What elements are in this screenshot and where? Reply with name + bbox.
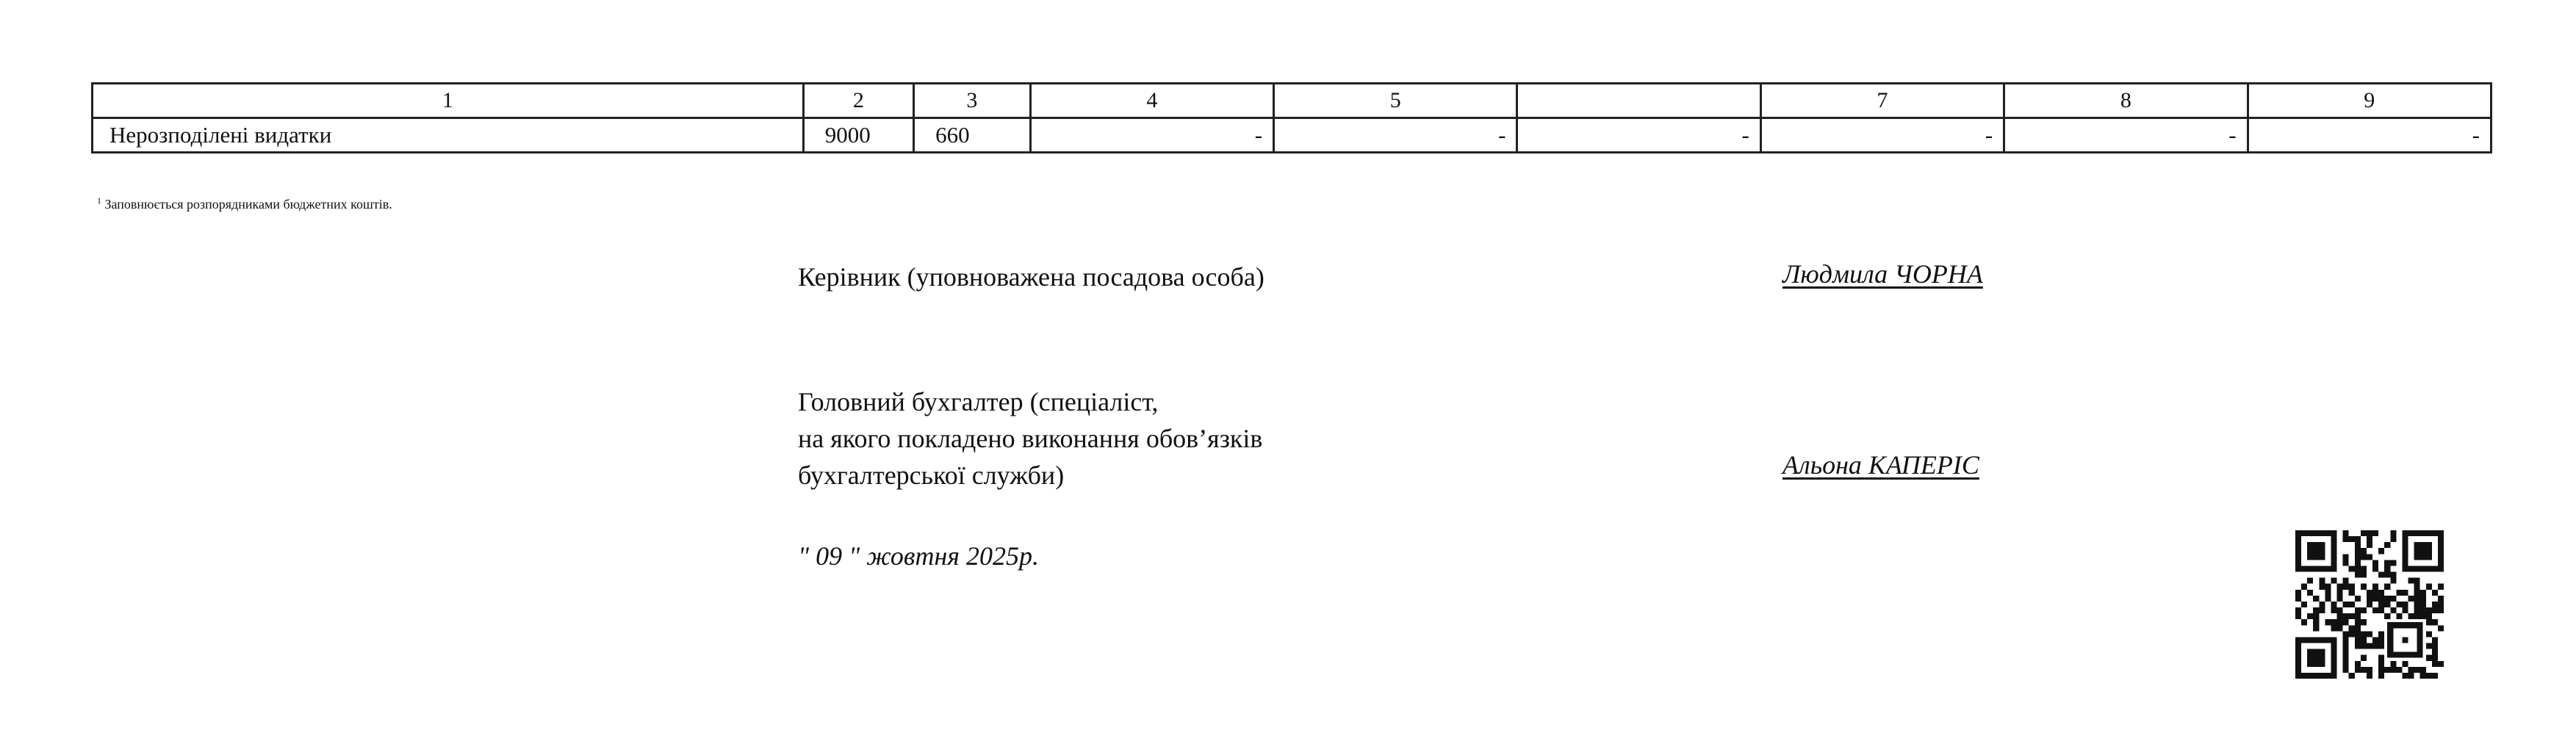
col-header-7: 7 [1760, 84, 2004, 118]
footnote [97, 195, 392, 212]
accountant-title [798, 383, 1262, 494]
head-title: Керівник (уповноважена посадова особа) [798, 262, 1264, 292]
budget-table [91, 82, 2492, 154]
row-col7-cell: - [1760, 118, 2004, 153]
head-signature-name: Людмила ЧОРНА [1782, 259, 1983, 289]
row-col3-cell: 660 [914, 118, 1031, 153]
row-col4-cell: - [1030, 118, 1273, 153]
qr-code-icon [2295, 530, 2444, 679]
row-col6-cell: - [1517, 118, 1760, 153]
row-col9-cell: - [2248, 118, 2491, 153]
col-header-4: 4 [1030, 84, 1273, 118]
column-number-row [93, 84, 2492, 118]
document-date: " 09 " жовтня 2025р. [798, 541, 1040, 571]
footnote-text: Заповнюється розпорядниками бюджетних коштів. [104, 197, 392, 212]
row-col2-cell: 9000 [803, 118, 913, 153]
col-header-5: 5 [1274, 84, 1517, 118]
col-header-3: 3 [914, 84, 1031, 118]
col-header-8: 8 [2004, 84, 2248, 118]
accountant-title-line-2: на якого покладено виконання обов’язків [798, 424, 1263, 453]
col-header-1: 1 [93, 84, 804, 118]
footnote-marker: 1 [97, 195, 101, 206]
col-header-9: 9 [2248, 84, 2491, 118]
accountant-signature-name: Альона КАПЕРІС [1782, 450, 1979, 480]
accountant-title-line-3: бухгалтерської служби) [798, 461, 1065, 490]
row-name-cell: Нерозподілені видатки [93, 118, 804, 153]
row-col8-cell: - [2004, 118, 2248, 153]
row-col5-cell: - [1274, 118, 1517, 153]
table-row [93, 118, 2492, 153]
col-header-6 [1517, 84, 1760, 118]
col-header-2: 2 [803, 84, 913, 118]
accountant-title-line-1: Головний бухгалтер (спеціаліст, [798, 387, 1159, 416]
